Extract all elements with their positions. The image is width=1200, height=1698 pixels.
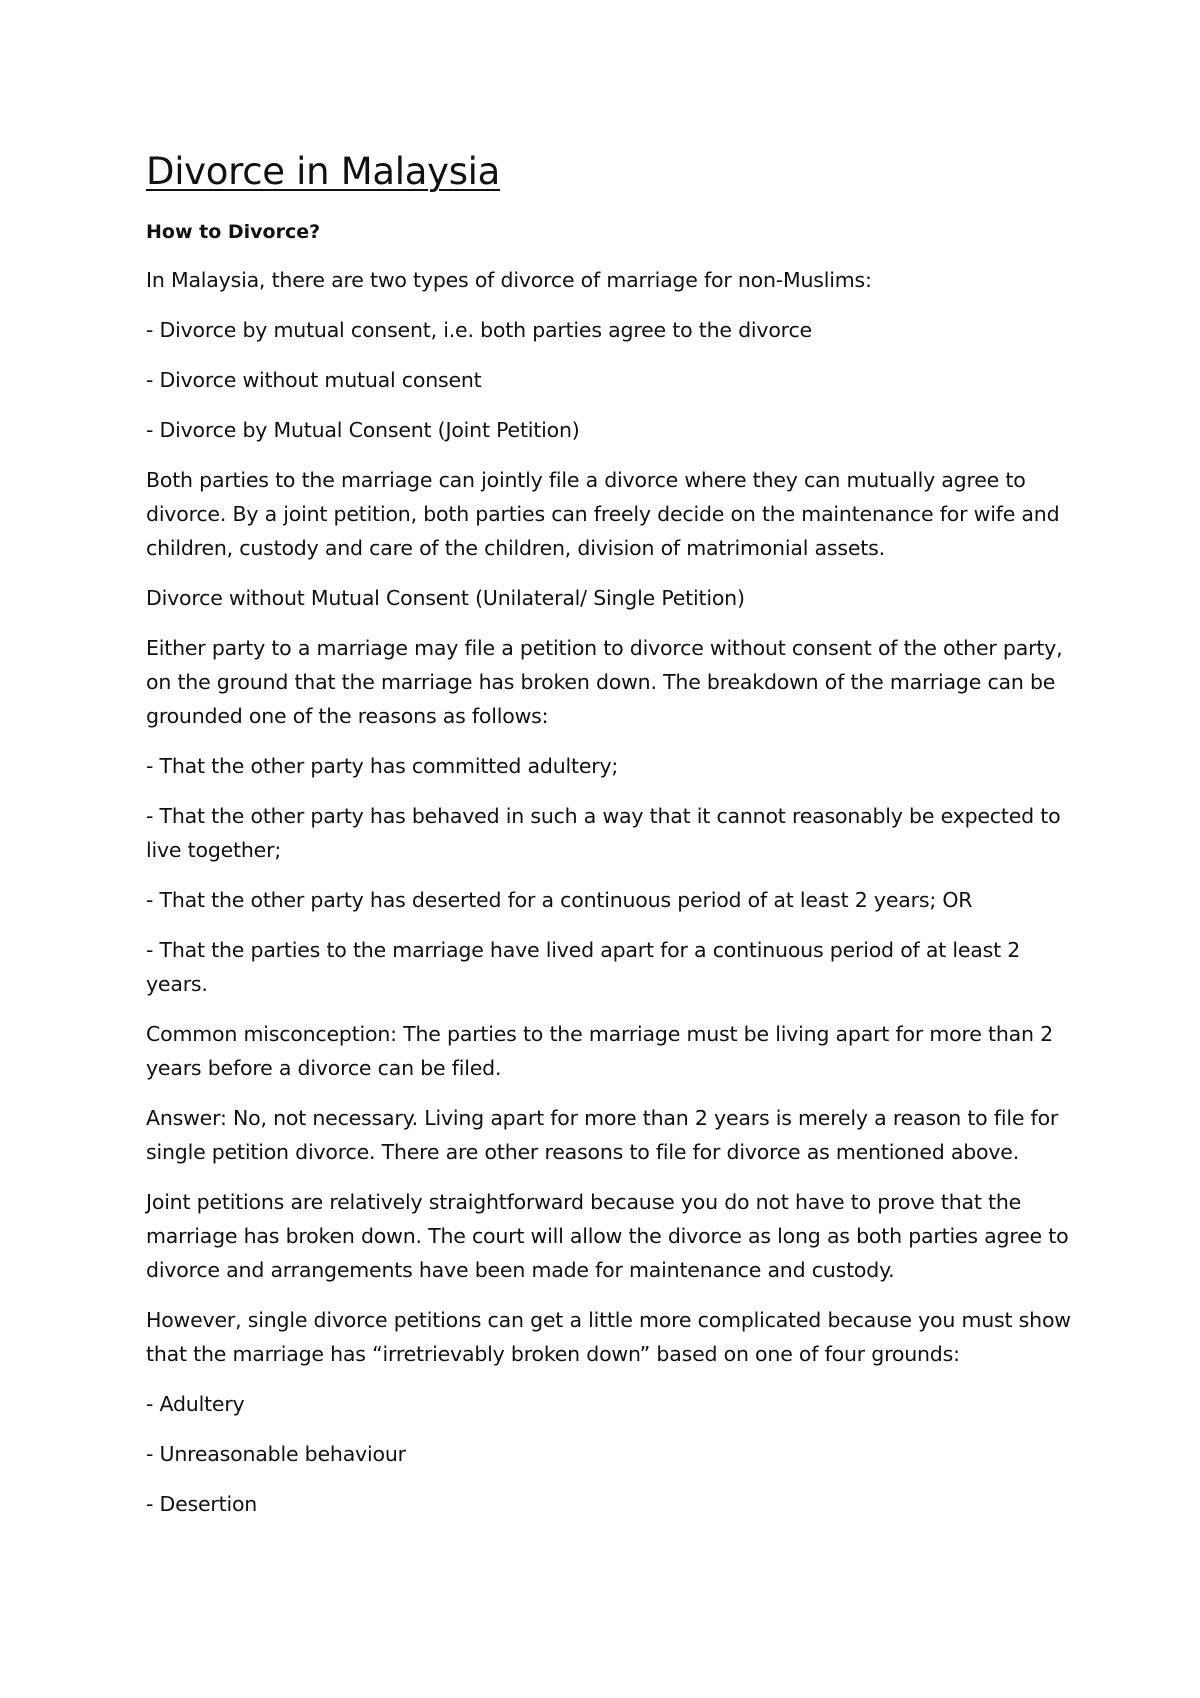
paragraph: Joint petitions are relatively straightforward because you do not have to prove that the marriage has broken down. The court will allow the divorce as long as both parties agree to divorce and arrangements have been made for maintenance and custody. [146,1190,1069,1282]
paragraph: Divorce without Mutual Consent (Unilateral/ Single Petition) [146,586,745,610]
document-page [146,150,1076,1537]
list-item: - That the parties to the marriage have lived apart for a continuous period of at least 2 years. [146,938,1021,996]
list-item: - Unreasonable behaviour [146,1442,406,1466]
paragraph: Both parties to the marriage can jointly file a divorce where they can mutually agree to divorce. By a joint petition, both parties can freely decide on the maintenance for wife and children, custody and care of the children, division of matrimonial assets. [146,468,1060,560]
document-title: Divorce in Malaysia [146,150,501,193]
list-item: - That the other party has deserted for a continuous period of at least 2 years; OR [146,888,973,912]
list-item: - Divorce by mutual consent, i.e. both parties agree to the divorce [146,318,812,342]
list-item: - Divorce without mutual consent [146,368,482,392]
paragraph: In Malaysia, there are two types of divorce of marriage for non-Muslims: [146,268,872,292]
list-item: - Divorce by Mutual Consent (Joint Petition) [146,418,580,442]
paragraph: Either party to a marriage may file a petition to divorce without consent of the other party, on the ground that the marriage has broken down. The breakdown of the marriage can be grounded one of the reasons as follows: [146,636,1063,728]
list-item: - That the other party has behaved in such a way that it cannot reasonably be expected to live together; [146,804,1061,862]
section-heading: How to Divorce? [146,221,321,243]
paragraph: Common misconception: The parties to the marriage must be living apart for more than 2 years before a divorce can be filed. [146,1022,1053,1080]
paragraph: However, single divorce petitions can get a little more complicated because you must show that the marriage has “irretrievably broken down” based on one of four grounds: [146,1308,1071,1366]
paragraph: Answer: No, not necessary. Living apart for more than 2 years is merely a reason to file for single petition divorce. There are other reasons to file for divorce as mentioned above. [146,1106,1059,1164]
list-item: - That the other party has committed adultery; [146,754,619,778]
list-item: - Adultery [146,1392,245,1416]
list-item: - Desertion [146,1492,258,1516]
